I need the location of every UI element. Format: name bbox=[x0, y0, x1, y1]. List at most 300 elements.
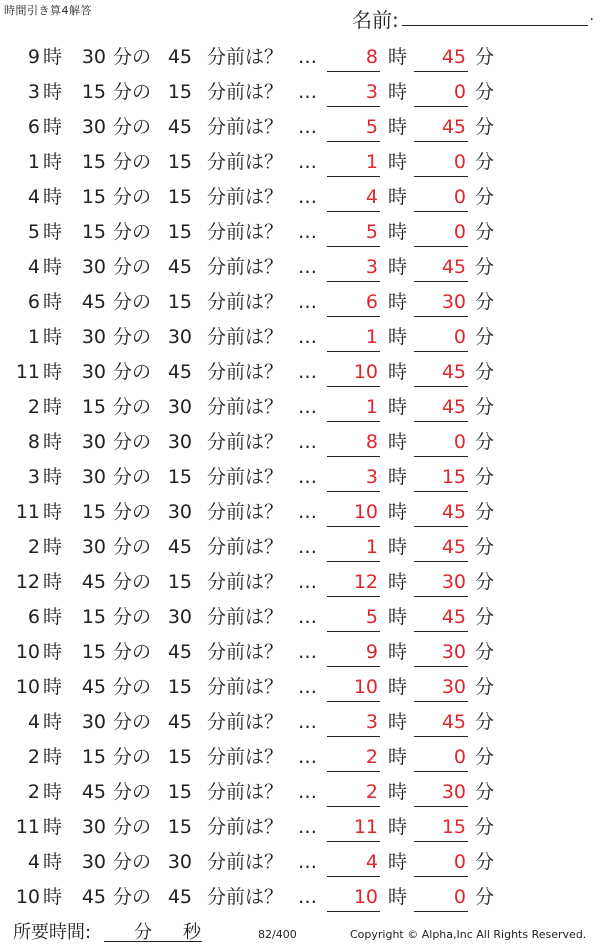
ellipsis: … bbox=[298, 536, 317, 558]
problem-row bbox=[0, 810, 600, 845]
hour-label: 時 bbox=[43, 466, 63, 488]
ellipsis: … bbox=[298, 571, 317, 593]
required-time-label: 所要時間: bbox=[13, 922, 92, 943]
subtract-minutes: 45 bbox=[167, 46, 192, 68]
problem-row bbox=[0, 355, 600, 390]
problem-minute: 30 bbox=[81, 816, 106, 838]
answer-hour-label: 時 bbox=[388, 396, 408, 418]
problem-hour: 4 bbox=[27, 186, 40, 208]
problem-minute: 30 bbox=[81, 46, 106, 68]
ellipsis: … bbox=[298, 151, 317, 173]
problem-minute: 45 bbox=[81, 676, 106, 698]
ellipsis: … bbox=[298, 746, 317, 768]
problem-hour: 10 bbox=[15, 676, 40, 698]
answer-hour-label: 時 bbox=[388, 851, 408, 873]
problem-minute: 30 bbox=[81, 116, 106, 138]
minute-of-label: 分の bbox=[113, 676, 152, 698]
minute-of-label: 分の bbox=[113, 326, 152, 348]
answer-hour-label: 時 bbox=[388, 886, 408, 908]
problem-minute: 30 bbox=[81, 466, 106, 488]
problem-minute: 30 bbox=[81, 361, 106, 383]
subtract-minutes: 15 bbox=[167, 466, 192, 488]
answer-minute-label: 分 bbox=[475, 361, 495, 383]
problem-minute: 15 bbox=[81, 396, 106, 418]
answer-minute-label: 分 bbox=[475, 676, 495, 698]
question-label: 分前は？ bbox=[207, 676, 284, 698]
hour-label: 時 bbox=[43, 431, 63, 453]
answer-hour[interactable]: 8 bbox=[327, 40, 380, 72]
answer-hour-label: 時 bbox=[388, 501, 408, 523]
answer-hour-label: 時 bbox=[388, 81, 408, 103]
problem-hour: 1 bbox=[27, 326, 40, 348]
answer-hour-label: 時 bbox=[388, 466, 408, 488]
minute-of-label: 分の bbox=[113, 291, 152, 313]
name-underline bbox=[402, 25, 588, 26]
hour-label: 時 bbox=[43, 851, 63, 873]
ellipsis: … bbox=[298, 256, 317, 278]
hour-label: 時 bbox=[43, 46, 63, 68]
ellipsis: … bbox=[298, 291, 317, 313]
problem-row bbox=[0, 635, 600, 670]
answer-minute-label: 分 bbox=[475, 151, 495, 173]
answer-hour-label: 時 bbox=[388, 151, 408, 173]
answer-hour-label: 時 bbox=[388, 746, 408, 768]
answer-minute-label: 分 bbox=[475, 116, 495, 138]
question-label: 分前は？ bbox=[207, 256, 284, 278]
hour-label: 時 bbox=[43, 711, 63, 733]
answer-hour-label: 時 bbox=[388, 431, 408, 453]
question-label: 分前は？ bbox=[207, 501, 284, 523]
subtract-minutes: 45 bbox=[167, 886, 192, 908]
answer-hour[interactable]: 1 bbox=[327, 145, 380, 177]
problem-hour: 6 bbox=[27, 291, 40, 313]
question-label: 分前は？ bbox=[207, 886, 284, 908]
hour-label: 時 bbox=[43, 816, 63, 838]
ellipsis: … bbox=[298, 886, 317, 908]
minute-of-label: 分の bbox=[113, 886, 152, 908]
ellipsis: … bbox=[298, 501, 317, 523]
subtract-minutes: 45 bbox=[167, 256, 192, 278]
minute-of-label: 分の bbox=[113, 571, 152, 593]
answer-hour[interactable]: 10 bbox=[327, 495, 380, 527]
problem-minute: 45 bbox=[81, 781, 106, 803]
answer-minute-label: 分 bbox=[475, 746, 495, 768]
hour-label: 時 bbox=[43, 536, 63, 558]
ellipsis: … bbox=[298, 221, 317, 243]
answer-minute[interactable]: 45 bbox=[414, 390, 468, 422]
problem-hour: 4 bbox=[27, 711, 40, 733]
hour-label: 時 bbox=[43, 676, 63, 698]
ellipsis: … bbox=[298, 326, 317, 348]
worksheet-title: 時間引き算4解答 bbox=[4, 4, 92, 17]
subtract-minutes: 30 bbox=[167, 606, 192, 628]
answer-hour-label: 時 bbox=[388, 116, 408, 138]
problem-hour: 4 bbox=[27, 851, 40, 873]
answer-minute-label: 分 bbox=[475, 221, 495, 243]
answer-hour[interactable]: 6 bbox=[327, 285, 380, 317]
problem-minute: 15 bbox=[81, 746, 106, 768]
subtract-minutes: 45 bbox=[167, 641, 192, 663]
problem-hour: 4 bbox=[27, 256, 40, 278]
minute-of-label: 分の bbox=[113, 536, 152, 558]
problem-row bbox=[0, 40, 600, 75]
minute-of-label: 分の bbox=[113, 221, 152, 243]
answer-hour-label: 時 bbox=[388, 361, 408, 383]
answer-hour[interactable]: 1 bbox=[327, 530, 380, 562]
answer-hour-label: 時 bbox=[388, 606, 408, 628]
problem-row bbox=[0, 740, 600, 775]
problem-minute: 30 bbox=[81, 431, 106, 453]
ellipsis: … bbox=[298, 431, 317, 453]
question-label: 分前は？ bbox=[207, 571, 284, 593]
subtract-minutes: 15 bbox=[167, 151, 192, 173]
problem-row bbox=[0, 425, 600, 460]
subtract-minutes: 30 bbox=[167, 851, 192, 873]
name-period: . bbox=[589, 8, 594, 24]
ellipsis: … bbox=[298, 466, 317, 488]
subtract-minutes: 15 bbox=[167, 221, 192, 243]
problem-minute: 15 bbox=[81, 501, 106, 523]
hour-label: 時 bbox=[43, 746, 63, 768]
problem-row bbox=[0, 250, 600, 285]
hour-label: 時 bbox=[43, 256, 63, 278]
answer-hour[interactable]: 12 bbox=[327, 565, 380, 597]
answer-minute-label: 分 bbox=[475, 431, 495, 453]
answer-hour[interactable]: 10 bbox=[327, 880, 380, 912]
answer-hour[interactable]: 4 bbox=[327, 180, 380, 212]
problem-minute: 30 bbox=[81, 536, 106, 558]
answer-minute[interactable]: 15 bbox=[414, 810, 468, 842]
problem-hour: 3 bbox=[27, 81, 40, 103]
problem-hour: 2 bbox=[27, 536, 40, 558]
subtract-minutes: 15 bbox=[167, 746, 192, 768]
hour-label: 時 bbox=[43, 326, 63, 348]
answer-hour[interactable]: 1 bbox=[327, 320, 380, 352]
answer-hour-label: 時 bbox=[388, 291, 408, 313]
answer-hour[interactable]: 5 bbox=[327, 110, 380, 142]
answer-hour[interactable]: 5 bbox=[327, 215, 380, 247]
ellipsis: … bbox=[298, 816, 317, 838]
minute-of-label: 分の bbox=[113, 431, 152, 453]
problem-hour: 11 bbox=[15, 816, 40, 838]
problem-hour: 6 bbox=[27, 606, 40, 628]
subtract-minutes: 15 bbox=[167, 571, 192, 593]
answer-minute-label: 分 bbox=[475, 711, 495, 733]
minutes-label: 分 bbox=[134, 922, 152, 943]
answer-minute-label: 分 bbox=[475, 781, 495, 803]
answer-hour[interactable]: 2 bbox=[327, 740, 380, 772]
answer-minute-label: 分 bbox=[475, 46, 495, 68]
hour-label: 時 bbox=[43, 396, 63, 418]
problem-minute: 15 bbox=[81, 641, 106, 663]
answer-minute-label: 分 bbox=[475, 886, 495, 908]
answer-minute-label: 分 bbox=[475, 536, 495, 558]
question-label: 分前は？ bbox=[207, 816, 284, 838]
answer-hour-label: 時 bbox=[388, 221, 408, 243]
ellipsis: … bbox=[298, 361, 317, 383]
question-label: 分前は？ bbox=[207, 116, 284, 138]
hour-label: 時 bbox=[43, 221, 63, 243]
problem-minute: 15 bbox=[81, 186, 106, 208]
subtract-minutes: 15 bbox=[167, 291, 192, 313]
answer-hour-label: 時 bbox=[388, 256, 408, 278]
subtract-minutes: 45 bbox=[167, 116, 192, 138]
answer-hour-label: 時 bbox=[388, 816, 408, 838]
ellipsis: … bbox=[298, 641, 317, 663]
problem-row bbox=[0, 145, 600, 180]
problem-row bbox=[0, 600, 600, 635]
answer-hour-label: 時 bbox=[388, 781, 408, 803]
minute-of-label: 分の bbox=[113, 396, 152, 418]
problem-hour: 11 bbox=[15, 501, 40, 523]
problem-row bbox=[0, 775, 600, 810]
answer-hour[interactable]: 3 bbox=[327, 250, 380, 282]
problem-row bbox=[0, 670, 600, 705]
ellipsis: … bbox=[298, 81, 317, 103]
problem-hour: 8 bbox=[27, 431, 40, 453]
problem-minute: 30 bbox=[81, 326, 106, 348]
subtract-minutes: 30 bbox=[167, 431, 192, 453]
problem-hour: 5 bbox=[27, 221, 40, 243]
answer-minute[interactable]: 45 bbox=[414, 110, 468, 142]
hour-label: 時 bbox=[43, 606, 63, 628]
problem-row bbox=[0, 845, 600, 880]
answer-minute-label: 分 bbox=[475, 466, 495, 488]
problem-minute: 15 bbox=[81, 221, 106, 243]
minute-of-label: 分の bbox=[113, 606, 152, 628]
hour-label: 時 bbox=[43, 361, 63, 383]
question-label: 分前は？ bbox=[207, 711, 284, 733]
answer-hour-label: 時 bbox=[388, 326, 408, 348]
answer-hour-label: 時 bbox=[388, 46, 408, 68]
answer-minute[interactable]: 0 bbox=[414, 75, 468, 107]
hour-label: 時 bbox=[43, 291, 63, 313]
answer-minute[interactable]: 30 bbox=[414, 285, 468, 317]
problem-row bbox=[0, 495, 600, 530]
minute-of-label: 分の bbox=[113, 116, 152, 138]
answer-minute[interactable]: 45 bbox=[414, 250, 468, 282]
problem-hour: 10 bbox=[15, 641, 40, 663]
answer-minute[interactable]: 45 bbox=[414, 495, 468, 527]
minute-of-label: 分の bbox=[113, 851, 152, 873]
question-label: 分前は？ bbox=[207, 746, 284, 768]
minute-of-label: 分の bbox=[113, 781, 152, 803]
answer-minute[interactable]: 45 bbox=[414, 600, 468, 632]
problem-row bbox=[0, 530, 600, 565]
hour-label: 時 bbox=[43, 116, 63, 138]
answer-hour[interactable]: 4 bbox=[327, 845, 380, 877]
minute-of-label: 分の bbox=[113, 816, 152, 838]
answer-hour-label: 時 bbox=[388, 641, 408, 663]
ellipsis: … bbox=[298, 186, 317, 208]
answer-minute[interactable]: 30 bbox=[414, 565, 468, 597]
answer-minute-label: 分 bbox=[475, 81, 495, 103]
answer-minute[interactable]: 0 bbox=[414, 740, 468, 772]
answer-hour[interactable]: 9 bbox=[327, 635, 380, 667]
minute-of-label: 分の bbox=[113, 361, 152, 383]
minute-of-label: 分の bbox=[113, 466, 152, 488]
question-label: 分前は？ bbox=[207, 361, 284, 383]
answer-minute-label: 分 bbox=[475, 606, 495, 628]
problem-hour: 2 bbox=[27, 781, 40, 803]
answer-minute-label: 分 bbox=[475, 291, 495, 313]
minute-of-label: 分の bbox=[113, 746, 152, 768]
answer-minute-label: 分 bbox=[475, 851, 495, 873]
seconds-label: 秒 bbox=[183, 922, 201, 943]
problem-row bbox=[0, 705, 600, 740]
required-time-field[interactable] bbox=[104, 918, 202, 942]
question-label: 分前は？ bbox=[207, 151, 284, 173]
answer-minute[interactable]: 45 bbox=[414, 355, 468, 387]
ellipsis: … bbox=[298, 676, 317, 698]
subtract-minutes: 15 bbox=[167, 816, 192, 838]
problem-hour: 6 bbox=[27, 116, 40, 138]
subtract-minutes: 15 bbox=[167, 781, 192, 803]
question-label: 分前は？ bbox=[207, 396, 284, 418]
answer-minute[interactable]: 0 bbox=[414, 215, 468, 247]
answer-minute-label: 分 bbox=[475, 501, 495, 523]
question-label: 分前は？ bbox=[207, 221, 284, 243]
problem-hour: 10 bbox=[15, 886, 40, 908]
problem-minute: 45 bbox=[81, 886, 106, 908]
hour-label: 時 bbox=[43, 186, 63, 208]
answer-hour[interactable]: 10 bbox=[327, 670, 380, 702]
problem-hour: 3 bbox=[27, 466, 40, 488]
name-field[interactable] bbox=[352, 4, 596, 30]
question-label: 分前は？ bbox=[207, 46, 284, 68]
hour-label: 時 bbox=[43, 886, 63, 908]
answer-minute[interactable]: 0 bbox=[414, 145, 468, 177]
question-label: 分前は？ bbox=[207, 466, 284, 488]
page-number: 82/400 bbox=[258, 928, 297, 941]
question-label: 分前は？ bbox=[207, 536, 284, 558]
answer-hour-label: 時 bbox=[388, 571, 408, 593]
question-label: 分前は？ bbox=[207, 606, 284, 628]
answer-minute[interactable]: 45 bbox=[414, 705, 468, 737]
footer bbox=[0, 918, 600, 948]
answer-hour-label: 時 bbox=[388, 676, 408, 698]
problem-row bbox=[0, 285, 600, 320]
answer-minute[interactable]: 0 bbox=[414, 845, 468, 877]
ellipsis: … bbox=[298, 711, 317, 733]
answer-hour[interactable]: 3 bbox=[327, 75, 380, 107]
answer-minute[interactable]: 0 bbox=[414, 320, 468, 352]
answer-minute[interactable]: 0 bbox=[414, 425, 468, 457]
problem-hour: 11 bbox=[15, 361, 40, 383]
question-label: 分前は？ bbox=[207, 781, 284, 803]
problem-hour: 2 bbox=[27, 746, 40, 768]
problem-minute: 30 bbox=[81, 851, 106, 873]
subtract-minutes: 45 bbox=[167, 536, 192, 558]
problem-row bbox=[0, 460, 600, 495]
question-label: 分前は？ bbox=[207, 326, 284, 348]
hour-label: 時 bbox=[43, 81, 63, 103]
ellipsis: … bbox=[298, 851, 317, 873]
hour-label: 時 bbox=[43, 641, 63, 663]
problem-minute: 15 bbox=[81, 151, 106, 173]
answer-hour[interactable]: 1 bbox=[327, 390, 380, 422]
problem-row bbox=[0, 180, 600, 215]
answer-hour-label: 時 bbox=[388, 186, 408, 208]
subtract-minutes: 30 bbox=[167, 501, 192, 523]
ellipsis: … bbox=[298, 396, 317, 418]
ellipsis: … bbox=[298, 116, 317, 138]
question-label: 分前は？ bbox=[207, 81, 284, 103]
answer-hour[interactable]: 5 bbox=[327, 600, 380, 632]
problem-hour: 2 bbox=[27, 396, 40, 418]
problem-minute: 30 bbox=[81, 256, 106, 278]
hour-label: 時 bbox=[43, 781, 63, 803]
answer-minute[interactable]: 45 bbox=[414, 530, 468, 562]
question-label: 分前は？ bbox=[207, 186, 284, 208]
answer-minute-label: 分 bbox=[475, 816, 495, 838]
subtract-minutes: 45 bbox=[167, 711, 192, 733]
minute-of-label: 分の bbox=[113, 641, 152, 663]
hour-label: 時 bbox=[43, 571, 63, 593]
problem-minute: 15 bbox=[81, 81, 106, 103]
answer-hour[interactable]: 11 bbox=[327, 810, 380, 842]
problem-row bbox=[0, 110, 600, 145]
minute-of-label: 分の bbox=[113, 46, 152, 68]
answer-hour[interactable]: 3 bbox=[327, 705, 380, 737]
subtract-minutes: 15 bbox=[167, 676, 192, 698]
question-label: 分前は？ bbox=[207, 851, 284, 873]
answer-minute[interactable]: 0 bbox=[414, 880, 468, 912]
answer-minute[interactable]: 0 bbox=[414, 180, 468, 212]
problem-row bbox=[0, 215, 600, 250]
answer-minute-label: 分 bbox=[475, 186, 495, 208]
subtract-minutes: 15 bbox=[167, 186, 192, 208]
answer-minute[interactable]: 30 bbox=[414, 635, 468, 667]
minute-of-label: 分の bbox=[113, 501, 152, 523]
minute-of-label: 分の bbox=[113, 186, 152, 208]
answer-minute[interactable]: 30 bbox=[414, 775, 468, 807]
hour-label: 時 bbox=[43, 501, 63, 523]
problem-minute: 15 bbox=[81, 606, 106, 628]
problem-hour: 12 bbox=[15, 571, 40, 593]
minute-of-label: 分の bbox=[113, 81, 152, 103]
answer-hour[interactable]: 2 bbox=[327, 775, 380, 807]
answer-minute-label: 分 bbox=[475, 326, 495, 348]
problem-row bbox=[0, 75, 600, 110]
minute-of-label: 分の bbox=[113, 711, 152, 733]
minute-of-label: 分の bbox=[113, 256, 152, 278]
answer-minute[interactable]: 30 bbox=[414, 670, 468, 702]
answer-minute-label: 分 bbox=[475, 571, 495, 593]
answer-minute-label: 分 bbox=[475, 641, 495, 663]
hour-label: 時 bbox=[43, 151, 63, 173]
problem-minute: 45 bbox=[81, 571, 106, 593]
problem-row bbox=[0, 880, 600, 915]
question-label: 分前は？ bbox=[207, 641, 284, 663]
problem-row bbox=[0, 390, 600, 425]
problem-hour: 9 bbox=[27, 46, 40, 68]
answer-minute[interactable]: 45 bbox=[414, 40, 468, 72]
ellipsis: … bbox=[298, 46, 317, 68]
minute-of-label: 分の bbox=[113, 151, 152, 173]
problem-minute: 30 bbox=[81, 711, 106, 733]
problem-row bbox=[0, 565, 600, 600]
problem-minute: 45 bbox=[81, 291, 106, 313]
answer-minute[interactable]: 15 bbox=[414, 460, 468, 492]
question-label: 分前は？ bbox=[207, 291, 284, 313]
answer-minute-label: 分 bbox=[475, 396, 495, 418]
answer-hour[interactable]: 10 bbox=[327, 355, 380, 387]
answer-hour-label: 時 bbox=[388, 711, 408, 733]
answer-hour[interactable]: 8 bbox=[327, 425, 380, 457]
copyright: Copyright © Alpha,Inc All Rights Reserved. bbox=[350, 928, 587, 941]
answer-hour[interactable]: 3 bbox=[327, 460, 380, 492]
